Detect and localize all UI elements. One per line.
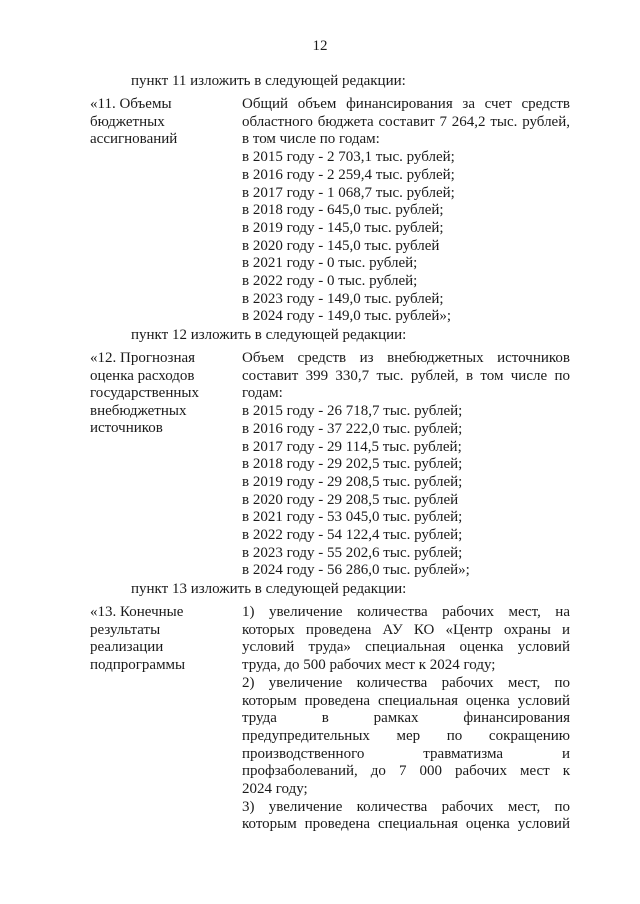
- value-line: в том числе по годам:: [242, 131, 380, 148]
- section-11-intro: пункт 11 изложить в следующей редакции:: [131, 73, 406, 89]
- value-line: годам:: [242, 385, 283, 402]
- value-line: 2) увеличение количества рабочих мест, по: [242, 674, 570, 691]
- label-line: результаты: [90, 621, 161, 638]
- value-line: труда в рамках финансирования: [242, 710, 570, 727]
- value-line: в 2024 году - 56 286,0 тыс. рублей»;: [242, 562, 470, 579]
- section-11-value: [242, 96, 570, 326]
- value-line: в 2015 году - 2 703,1 тыс. рублей;: [242, 149, 455, 166]
- label-line: «12. Прогнозная: [90, 350, 196, 366]
- label-line: оценка расходов: [90, 367, 195, 384]
- value-line: в 2018 году - 29 202,5 тыс. рублей;: [242, 456, 463, 473]
- value-line: в 2021 году - 53 045,0 тыс. рублей;: [242, 509, 463, 526]
- value-line: в 2018 году - 645,0 тыс. рублей;: [242, 202, 444, 219]
- value-line: труда, до 500 рабочих мест к 2024 году;: [242, 657, 496, 674]
- value-line: в 2017 году - 29 114,5 тыс. рублей;: [242, 438, 462, 455]
- value-line: в 2015 году - 26 718,7 тыс. рублей;: [242, 403, 463, 420]
- value-line: в 2020 году - 145,0 тыс. рублей: [242, 237, 440, 254]
- value-line: которым проведена специальная оценка условий: [242, 692, 570, 709]
- label-line: бюджетных: [90, 113, 165, 130]
- value-line: составит 399 330,7 тыс. рублей, в том числе по: [242, 367, 570, 384]
- section-13-intro: пункт 13 изложить в следующей редакции:: [131, 581, 407, 597]
- section-12-label: [90, 350, 238, 438]
- label-line: «13. Конечные: [90, 604, 184, 620]
- value-line: в 2024 году - 149,0 тыс. рублей»;: [242, 308, 452, 325]
- value-line: в 2019 году - 145,0 тыс. рублей;: [242, 219, 444, 236]
- section-12-intro: пункт 12 изложить в следующей редакции:: [131, 327, 407, 343]
- page-number: 12: [312, 38, 328, 54]
- value-line: 3) увеличение количества рабочих мест, по: [242, 798, 570, 815]
- value-line: 2024 году;: [242, 781, 308, 798]
- value-line: производственного травматизма и: [242, 745, 570, 762]
- label-line: государственных: [90, 385, 199, 402]
- value-line: Общий объем финансирования за счет средств: [242, 96, 570, 112]
- value-line: 1) увеличение количества рабочих мест, на: [242, 604, 570, 620]
- section-13-label: [90, 604, 238, 674]
- value-line: предупредительных мер по сокращению: [242, 727, 570, 744]
- value-line: профзаболеваний, до 7 000 рабочих мест к: [242, 763, 570, 780]
- label-line: источников: [90, 420, 163, 437]
- label-line: внебюджетных: [90, 402, 187, 419]
- value-line: в 2022 году - 54 122,4 тыс. рублей;: [242, 527, 463, 544]
- value-line: в 2017 году - 1 068,7 тыс. рублей;: [242, 184, 455, 201]
- value-line: в 2023 году - 149,0 тыс. рублей;: [242, 290, 444, 307]
- value-line: в 2020 году - 29 208,5 тыс. рублей: [242, 491, 459, 508]
- value-line: в 2022 году - 0 тыс. рублей;: [242, 273, 418, 290]
- section-12-value: [242, 350, 570, 580]
- label-line: «11. Объемы: [90, 96, 172, 112]
- value-line: условий труда» специальная оценка условий: [242, 639, 570, 656]
- value-line: в 2021 году - 0 тыс. рублей;: [242, 255, 418, 272]
- value-line: в 2019 году - 29 208,5 тыс. рублей;: [242, 473, 463, 490]
- value-line: областного бюджета составит 7 264,2 тыс. рублей,: [242, 113, 570, 130]
- value-line: в 2016 году - 2 259,4 тыс. рублей;: [242, 166, 455, 183]
- value-line: которым проведена специальная оценка условий: [242, 816, 570, 833]
- label-line: подпрограммы: [90, 656, 186, 673]
- value-line: Объем средств из внебюджетных источников: [242, 350, 570, 366]
- label-line: ассигнований: [90, 131, 178, 148]
- value-line: в 2016 году - 37 222,0 тыс. рублей;: [242, 420, 463, 437]
- label-line: реализации: [90, 639, 164, 656]
- value-line: в 2023 году - 55 202,6 тыс. рублей;: [242, 544, 463, 561]
- section-11-label: [90, 96, 238, 149]
- value-line: которых проведена АУ КО «Центр охраны и: [242, 621, 570, 638]
- section-13-value: [242, 604, 570, 834]
